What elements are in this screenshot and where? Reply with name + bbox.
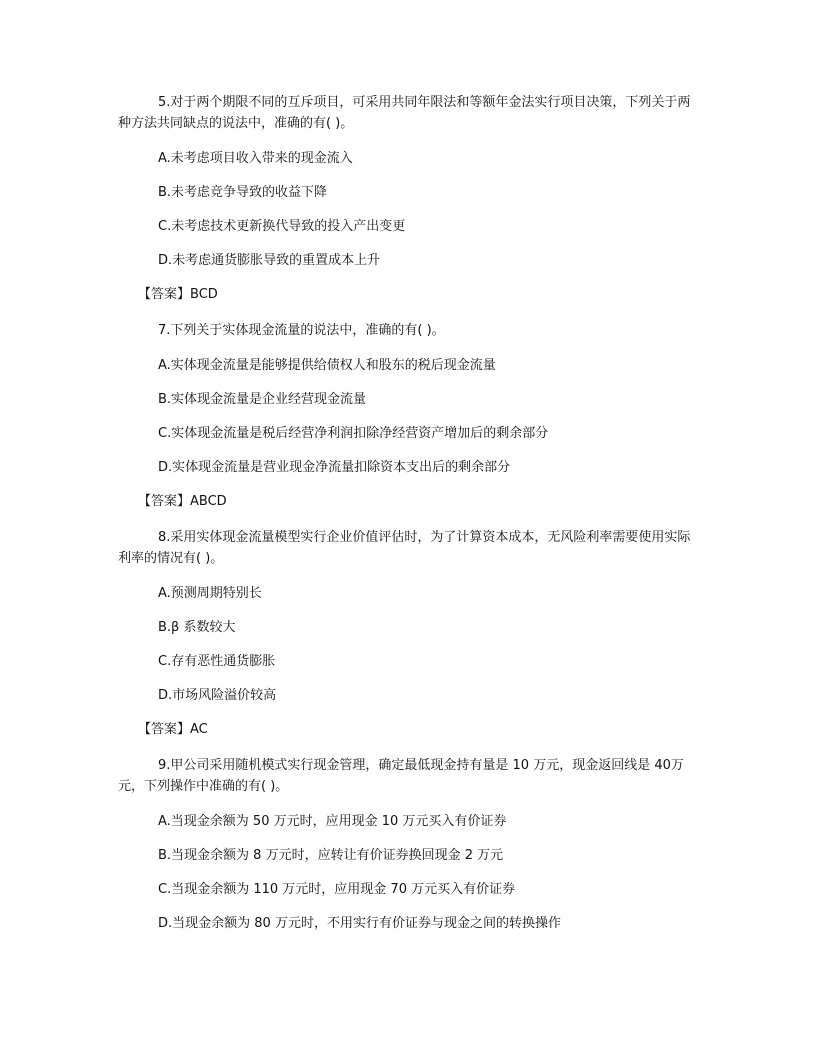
question-8-answer: 【答案】AC (138, 722, 208, 737)
question-8-option-b: B.β 系数较大 (158, 620, 236, 635)
question-7-option-c: C.实体现金流量是税后经营净利润扣除净经营资产增加后的剩余部分 (158, 426, 549, 441)
question-8-option-a: A.预测周期特别长 (158, 586, 262, 601)
question-5-answer: 【答案】BCD (138, 287, 218, 302)
question-7-answer: 【答案】ABCD (138, 494, 227, 509)
question-9-option-a: A.当现金余额为 50 万元时，应用现金 10 万元买入有价证券 (158, 814, 507, 829)
document-page (118, 92, 698, 933)
question-9-option-b: B.当现金余额为 8 万元时，应转让有价证券换回现金 2 万元 (158, 848, 504, 863)
question-9-option-d: D.当现金余额为 80 万元时，不用实行有价证券与现金之间的转换操作 (158, 916, 561, 931)
question-8-option-d: D.市场风险溢价较高 (158, 688, 277, 703)
question-5-option-c: C.未考虑技术更新换代导致的投入产出变更 (158, 219, 406, 234)
question-5-option-b: B.未考虑竞争导致的收益下降 (158, 185, 328, 200)
question-8-option-c: C.存有恶性通货膨胀 (158, 654, 276, 669)
question-9-stem: 9.甲公司采用随机模式实行现金管理，确定最低现金持有量是 10 万元，现金返回线是 40万元，下列操作中准确的有( )。 (118, 758, 684, 794)
question-5-option-a: A.未考虑项目收入带来的现金流入 (158, 151, 353, 166)
question-7-option-b: B.实体现金流量是企业经营现金流量 (158, 392, 367, 407)
question-5-stem: 5.对于两个期限不同的互斥项目，可采用共同年限法和等额年金法实行项目决策，下列关于两种方法共同缺点的说法中，准确的有( )。 (118, 95, 691, 131)
question-9-option-c: C.当现金余额为 110 万元时，应用现金 70 万元买入有价证券 (158, 882, 516, 897)
question-5-option-d: D.未考虑通货膨胀导致的重置成本上升 (158, 253, 381, 268)
question-7-option-a: A.实体现金流量是能够提供给债权人和股东的税后现金流量 (158, 358, 496, 373)
question-8-stem: 8.采用实体现金流量模型实行企业价值评估时，为了计算资本成本，无风险利率需要使用实际利率的情况有( )。 (118, 530, 691, 566)
question-7-stem: 7.下列关于实体现金流量的说法中，准确的有( )。 (158, 323, 445, 338)
question-7-option-d: D.实体现金流量是营业现金净流量扣除资本支出后的剩余部分 (158, 460, 511, 475)
